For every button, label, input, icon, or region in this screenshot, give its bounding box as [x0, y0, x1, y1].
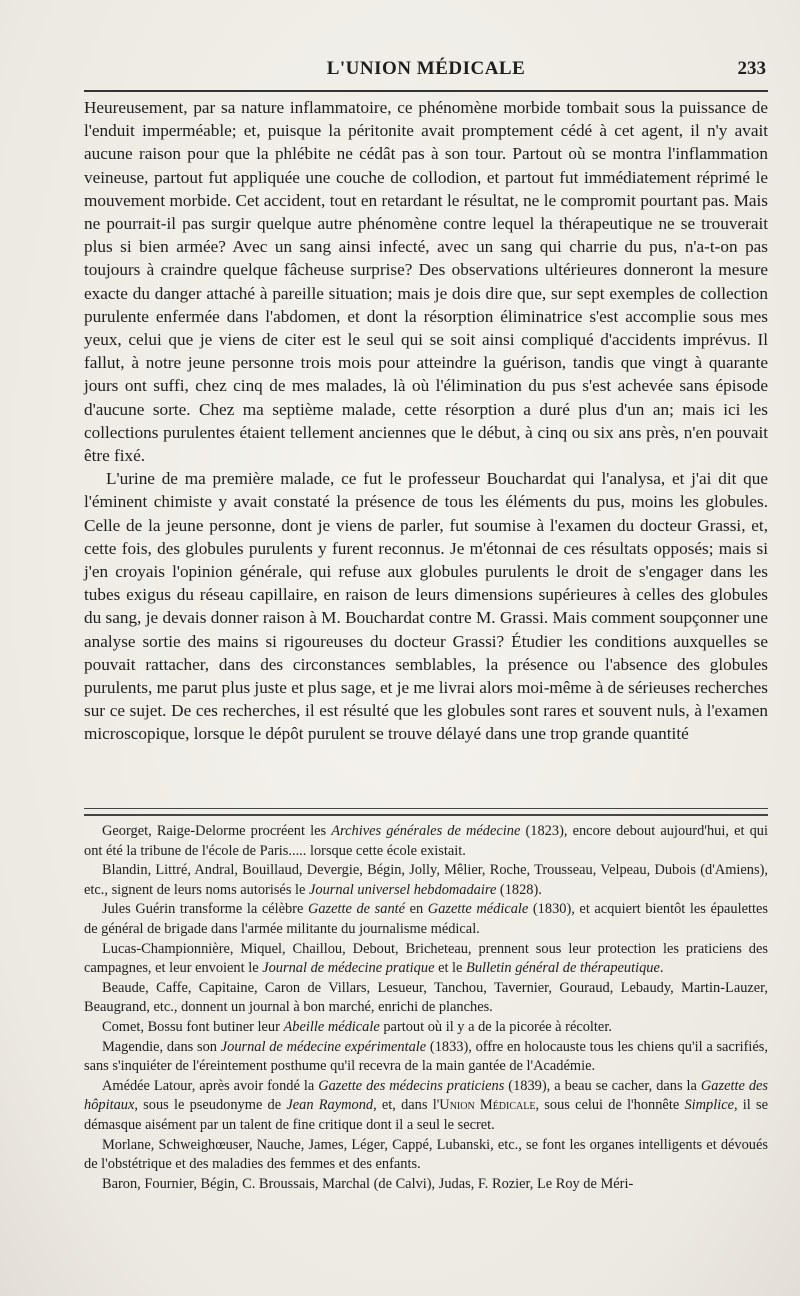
journal-title: Archives générales de médecine [331, 823, 521, 839]
footnote-entry: Magendie, dans son Journal de médecine expérimentale (1833), offre en holocauste tous les chiens qu'il a sacrifiés, sans s'inquiéter de l'éreintement posthume qu'il recevra de la main gantée de l'Académie. [84, 1038, 768, 1075]
journal-title: Gazette de santé [307, 901, 406, 918]
journal-title: Abeille médicale [283, 1018, 380, 1035]
journal-title: Union Médicale [439, 1097, 536, 1114]
journal-title: Journal universel hebdomadaire [309, 881, 497, 898]
main-body-text [84, 96, 768, 746]
footnote-entry: Morlane, Schweighœuser, Nauche, James, Léger, Cappé, Lubanski, etc., se font les organes intelligents et dévoués de l'obstétrique et des maladies des femmes et des enfants. [84, 1136, 768, 1173]
journal-title: Journal de médecine pratique [262, 960, 435, 977]
footnote-entry: Baron, Fournier, Bégin, C. Broussais, Marchal (de Calvi), Judas, F. Rozier, Le Roy de Méri- [102, 1175, 634, 1192]
footnote-entry: Blandin, Littré, Andral, Bouillaud, Devergie, Bégin, Jolly, Mêlier, Roche, Trousseau, Velpeau, Dubois (d'Amiens), etc., signent de leurs noms autorisés le Journal universel hebdomadaire (1828). [84, 862, 768, 898]
paragraph-2: L'urine de ma première malade, ce fut le professeur Bouchardat qui l'analysa, et j'ai dit que l'éminent chimiste y avait constaté la présence de tous les éléments du pus, moins les globules. Celle de la jeune personne, dont je viens de parler, fut soumise à l'examen du docteur Grassi, et, cette fois, des globules purulents y furent reconnus. Je m'étonnai de ces résultats opposés; mais si j'en croyais l'opinion générale, qui refuse aux globules purulents le droit de s'engager dans les tubes exigus du réseau capillaire, en raison de leurs dimensions supérieures à celles des globules du sang, je devais donner raison à M. Bouchardat contre M. Grassi. Mais comment soupçonner une analyse sortie des mains si rigoureuses du docteur Grassi? Étudier les conditions auxquelles se pouvait rattacher, dans des circonstances semblables, la présence ou l'absence des globules purulents, me parut plus juste et plus sage, et je me livrai alors moi-même à de sérieuses recherches sur ce sujet. De ces recherches, il est résulté que les globules sont rares et souvent nuls, à l'examen microscopique, lorsque le dépôt purulent se trouve délayé dans une trop grande quantité [84, 469, 768, 744]
journal-title: Gazette des médecins praticiens [318, 1077, 505, 1094]
footnote-separator-rule [84, 808, 768, 816]
pseudonym: Jean Raymond [286, 1097, 374, 1114]
running-title: L'UNION MÉDICALE [326, 58, 526, 79]
page-header [84, 58, 768, 88]
pseudonym: Simplice [684, 1097, 734, 1114]
journal-title: Journal de médecine expérimentale [220, 1038, 427, 1055]
footnote-entry: Beaude, Caffe, Capitaine, Caron de Villars, Lesueur, Tanchou, Tavernier, Gouraud, Lebaudy, Martin-Lauzer, Beaugrand, etc., donnent un journal à bon marché, enrichi de planches. [84, 979, 768, 1016]
footnote-entry: Lucas-Championnière, Miquel, Chaillou, Debout, Bricheteau, prennent sous leur protection les praticiens des campagnes, et leur envoient le Journal de médecine pratique et le Bulletin général de thérapeutique. [84, 940, 768, 977]
journal-title: Gazette des hôpitaux [84, 1077, 768, 1114]
footnote-entry: Jules Guérin transforme la célèbre Gazette de santé en Gazette médicale (1830), et acquiert bientôt les épaulettes de général de brigade dans l'armée militante du journalisme médical. [84, 901, 769, 937]
journal-title: Gazette médicale [427, 901, 529, 918]
journal-title: Bulletin général de thérapeutique [466, 960, 660, 977]
paragraph-1: Heureusement, par sa nature inflammatoire, ce phénomène morbide tombait sous la puissance de l'enduit imperméable; et, puisque la péritonite avait promptement cédé à cet agent, il n'y avait aucune raison pour que la phlébite ne cédât pas à son tour. Partout où se montra l'inflammation veineuse, partout fut appliquée une couche de collodion, et partout fut immédiatement réprimé le mouvement morbide. Cet accident, tout en retardant le résultat, ne le compromit pourtant pas. Mais ne pourrait-il pas surgir quelque autre phénomène contre lequel la thérapeutique ne se trouverait plus si bien armée? Avec un sang ainsi infecté, avec un sang qui charrie du pus, n'a-t-on pas toujours à craindre quelque fâcheuse surprise? Des observations ultérieures donneront la mesure exacte du danger attaché à pareille situation; mais je dois dire que, sur sept exemples de collection purulente enfermée dans l'abdomen, et dont la résorption éliminatrice s'est accomplie sous mes yeux, celui que je viens de citer est le seul qui se soit ainsi compliqué d'accidents imprévus. Il fallut, à notre jeune personne trois mois pour atteindre la guérison, tandis que vingt à quarante jours ont suffi, chez cinq de mes malades, là où l'élimination du pus s'est achevée sans épisode d'aucune sorte. Chez ma septième malade, cette résorption a duré plus d'un an; mais ici les collections purulentes étaient tellement anciennes que le début, à cinq ou six ans près, n'en pouvait être fixé. [84, 98, 768, 466]
footnote-entry: Georget, Raige-Delorme procréent les Archives générales de médecine (1823), encore debout aujourd'hui, et qui ont été la tribune de l'école de Paris..... lorsque cette école existait. [84, 823, 768, 859]
header-rule [84, 90, 768, 92]
footnote-entry: Amédée Latour, après avoir fondé la Gazette des médecins praticiens (1839), a beau se cacher, dans la Gazette des hôpitaux, sous le pseudonyme de Jean Raymond, et, dans l'Union Médicale, sous celui de l'honnête Simplice, il se démasque aisément par un talent de fine critique dont il a seul le secret. [84, 1077, 769, 1133]
footnotes-section [84, 822, 768, 1194]
footnote-entry: Comet, Bossu font butiner leur Abeille médicale partout où il y a de la picorée à récolter. [102, 1018, 612, 1035]
page-number: 233 [737, 58, 766, 79]
